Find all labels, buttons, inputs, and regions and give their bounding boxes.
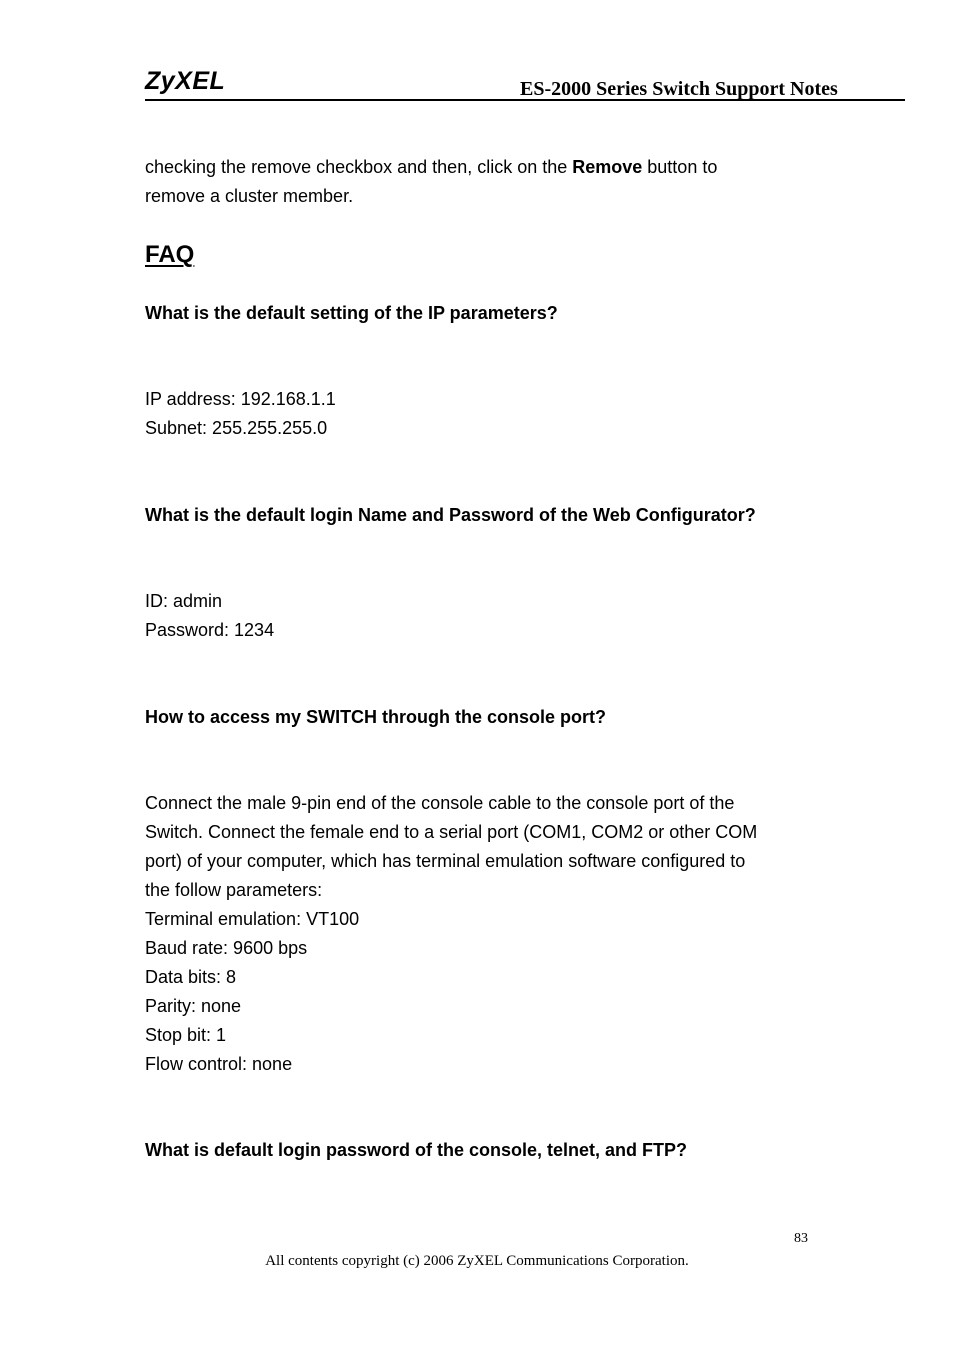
answer-line: Terminal emulation: VT100 [145,909,360,929]
faq-answer-web-login [145,587,274,645]
document-title: ES-2000 Series Switch Support Notes [520,78,838,100]
intro-text-after: button to [642,157,718,177]
faq-question-console-password: What is default login password of the console, telnet, and FTP? [145,1140,688,1160]
answer-line: Flow control: none [145,1054,293,1074]
faq-question-console-access: How to access my SWITCH through the console port? [145,707,607,727]
intro-paragraph [145,153,717,211]
remove-keyword: Remove [572,157,643,177]
answer-line: Connect the male 9-pin end of the console cable to the console port of the [145,793,735,813]
answer-line: Password: 1234 [145,620,275,640]
intro-line-1 [145,153,717,182]
zyxel-logo: ZyXEL [145,67,226,95]
faq-answer-console-access [145,789,757,1079]
answer-line: Data bits: 8 [145,967,237,987]
faq-answer-ip-parameters [145,385,336,443]
answer-line: ID: admin [145,591,223,611]
intro-text-before: checking the remove checkbox and then, click on the [145,157,573,177]
answer-line: Baud rate: 9600 bps [145,938,308,958]
header-divider [145,99,905,101]
answer-line: Parity: none [145,996,242,1016]
answer-line: port) of your computer, which has terminal emulation software configured to [145,851,746,871]
faq-question-web-login: What is the default login Name and Password of the Web Configurator? [145,505,756,525]
answer-line: Subnet: 255.255.255.0 [145,418,328,438]
faq-question-ip-parameters: What is the default setting of the IP parameters? [145,303,558,323]
answer-line: Switch. Connect the female end to a serial port (COM1, COM2 or other COM [145,822,758,842]
copyright-footer: All contents copyright (c) 2006 ZyXEL Communications Corporation. [265,1253,689,1269]
answer-line: the follow parameters: [145,880,323,900]
intro-line-2: remove a cluster member. [145,186,354,206]
answer-line: Stop bit: 1 [145,1025,227,1045]
page-number: 83 [794,1231,808,1246]
answer-line: IP address: 192.168.1.1 [145,389,336,409]
faq-heading: FAQ [145,241,195,268]
